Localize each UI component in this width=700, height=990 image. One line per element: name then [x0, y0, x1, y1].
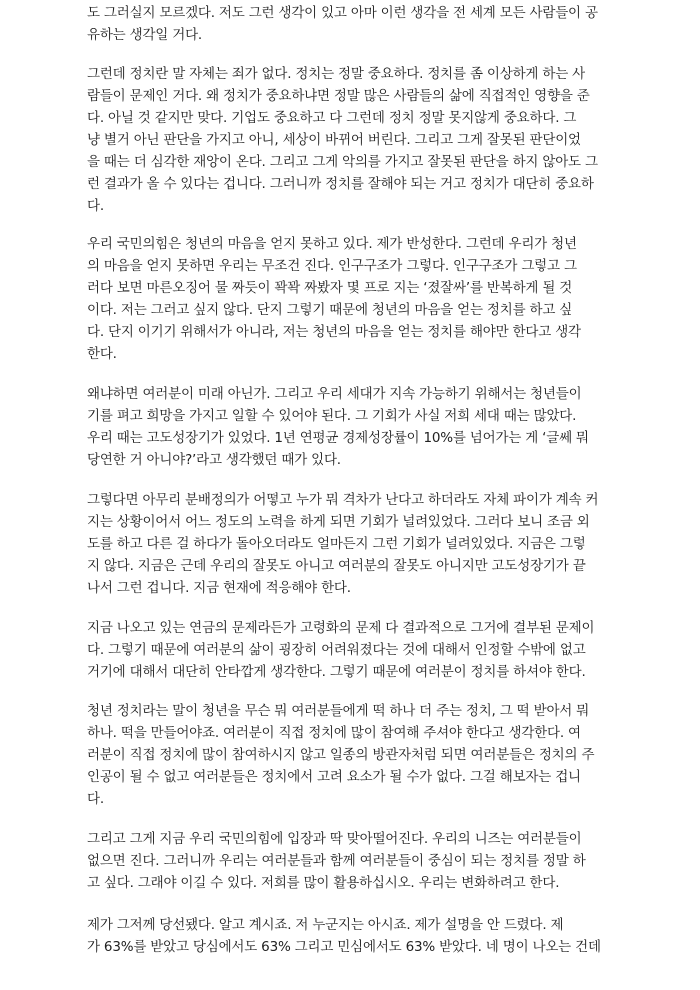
text-line: 나서 그런 겁니다. 지금 현재에 적응해야 한다. — [87, 580, 351, 596]
text-line: 런 결과가 올 수 있다는 겁니다. 그러니까 정치를 잘해야 되는 거고 정치가 대단히 중요하 — [87, 176, 594, 192]
text-line: 그렇다면 아무리 분배정의가 어떻고 누가 뭐 격차가 난다고 하더라도 자체 파이가 계속 커 — [87, 492, 599, 508]
text-line: 고 싶다. 그래야 이길 수 있다. 저희를 많이 활용하십시오. 우리는 변화하려고 한다. — [87, 875, 560, 891]
text-line: 하나. 떡을 만들어야죠. 여러분이 직접 정치에 많이 참여해 주셔야 한다고 생각한다. 여 — [87, 725, 581, 741]
paragraph — [87, 828, 617, 894]
text-line: 지는 상황이어서 어느 정도의 노력을 하게 되면 기회가 널려있었다. 그러다 보니 조금 외 — [87, 514, 590, 530]
paragraph — [87, 617, 617, 683]
text-line: 다. — [87, 198, 104, 214]
text-line: 러다 보면 마른오징어 물 짜듯이 꽉꽉 짜봤자 몇 프로 지는 ‘졌잘싸’를 반복하게 될 것 — [87, 280, 573, 296]
paragraph — [87, 914, 617, 958]
text-line: 유하는 생각일 거다. — [87, 27, 203, 43]
text-line: 지금 나오고 있는 연금의 문제라든가 고령화의 문제 다 결과적으로 그거에 결부된 문제이 — [87, 620, 595, 636]
paragraph — [87, 489, 617, 599]
text-line: 도 그러실지 모르겠다. 저도 그런 생각이 있고 아마 이런 생각을 전 세계 모든 사람들이 공 — [87, 5, 598, 21]
text-line: 왜냐하면 여러분이 미래 아닌가. 그리고 우리 세대가 지속 가능하기 위해서는 청년들이 — [87, 386, 582, 402]
text-line: 한다. — [87, 346, 117, 362]
text-line: 의 마음을 얻지 못하면 우리는 무조건 진다. 인구구조가 그렇다. 인구구조가 그렇고 그 — [87, 258, 577, 274]
text-line: 가 63%를 받았고 당심에서도 63% 그리고 민심에서도 63% 받았다. 네 명이 나오는 건데 — [87, 939, 601, 955]
text-line: 기를 펴고 희망을 가지고 일할 수 있어야 된다. 그 기회가 사실 저희 세대 때는 많았다. — [87, 408, 577, 424]
text-line: 청년 정치라는 말이 청년을 무슨 뭐 여러분들에게 떡 하나 더 주는 정치, 그 떡 받아서 뭐 — [87, 703, 590, 719]
text-line: 그런데 정치란 말 자체는 죄가 없다. 정치는 정말 중요하다. 정치를 좀 이상하게 하는 사 — [87, 66, 585, 82]
paragraph — [87, 700, 617, 810]
text-line: 없으면 진다. 그러니까 우리는 여러분들과 함께 여러분들이 중심이 되는 정치를 정말 하 — [87, 853, 586, 869]
text-line: 이다. 저는 그러고 싶지 않다. 단지 그렇기 때문에 청년의 마음을 얻는 정치를 하고 싶 — [87, 302, 573, 318]
text-line: 제가 그저께 당선됐다. 알고 계시죠. 저 누군지는 아시죠. 제가 설명을 안 드렸다. 제 — [87, 917, 564, 933]
text-line: 러분이 직접 정치에 많이 참여하시지 않고 일종의 방관자처럼 되면 여러분들은 정치의 주 — [87, 747, 595, 763]
text-line: 다. 단지 이기기 위해서가 아니라, 저는 청년의 마음을 얻는 정치를 해야만 한다고 생각 — [87, 324, 581, 340]
paragraph — [87, 383, 617, 471]
text-line: 람들이 문제인 거다. 왜 정치가 중요하냐면 정말 많은 사람들의 삶에 직접적인 영향을 준 — [87, 88, 590, 104]
paragraph — [87, 233, 617, 365]
text-line: 을 때는 더 심각한 재앙이 온다. 그리고 그게 악의를 가지고 잘못된 판단을 하지 않아도 그 — [87, 154, 598, 170]
text-line: 다. 아닐 것 같지만 맞다. 기업도 중요하고 다 그런데 정치 정말 못지않게 중요하다. 그 — [87, 110, 577, 126]
paragraph — [87, 63, 617, 217]
text-line: 그리고 그게 지금 우리 국민의힘에 입장과 딱 맞아떨어진다. 우리의 니즈는 여러분들이 — [87, 831, 582, 847]
text-line: 우리 때는 고도성장기가 있었다. 1년 연평균 경제성장률이 10%를 넘어가는 게 ‘글쎄 뭐 — [87, 430, 589, 446]
text-line: 도를 하고 다른 걸 하다가 돌아오더라도 얼마든지 그런 기회가 널려있었다. 지금은 그렇 — [87, 536, 586, 552]
text-line: 지 않다. 지금은 근데 우리의 잘못도 아니고 여러분의 잘못도 아니지만 고도성장기가 끝 — [87, 558, 586, 574]
text-line: 거기에 대해서 대단히 안타깝게 생각한다. 그렇기 때문에 여러분이 정치를 하셔야 한다. — [87, 664, 586, 680]
text-line: 다. 그렇기 때문에 여러분의 삶이 굉장히 어려워졌다는 것에 대해서 인정할 수밖에 없고 — [87, 642, 586, 658]
text-line: 우리 국민의힘은 청년의 마음을 얻지 못하고 있다. 제가 반성한다. 그런데 우리가 청년 — [87, 236, 577, 252]
text-line: 냥 별거 아닌 판단을 가지고 아니, 세상이 바뀌어 버린다. 그리고 그게 잘못된 판단이었 — [87, 132, 581, 148]
text-line: 당연한 거 아니야?’라고 생각했던 때가 있다. — [87, 452, 341, 468]
paragraph — [87, 2, 617, 46]
text-line: 인공이 될 수 없고 여러분들은 정치에서 고려 요소가 될 수가 없다. 그걸 해보자는 겁니 — [87, 769, 581, 785]
text-line: 다. — [87, 791, 104, 807]
